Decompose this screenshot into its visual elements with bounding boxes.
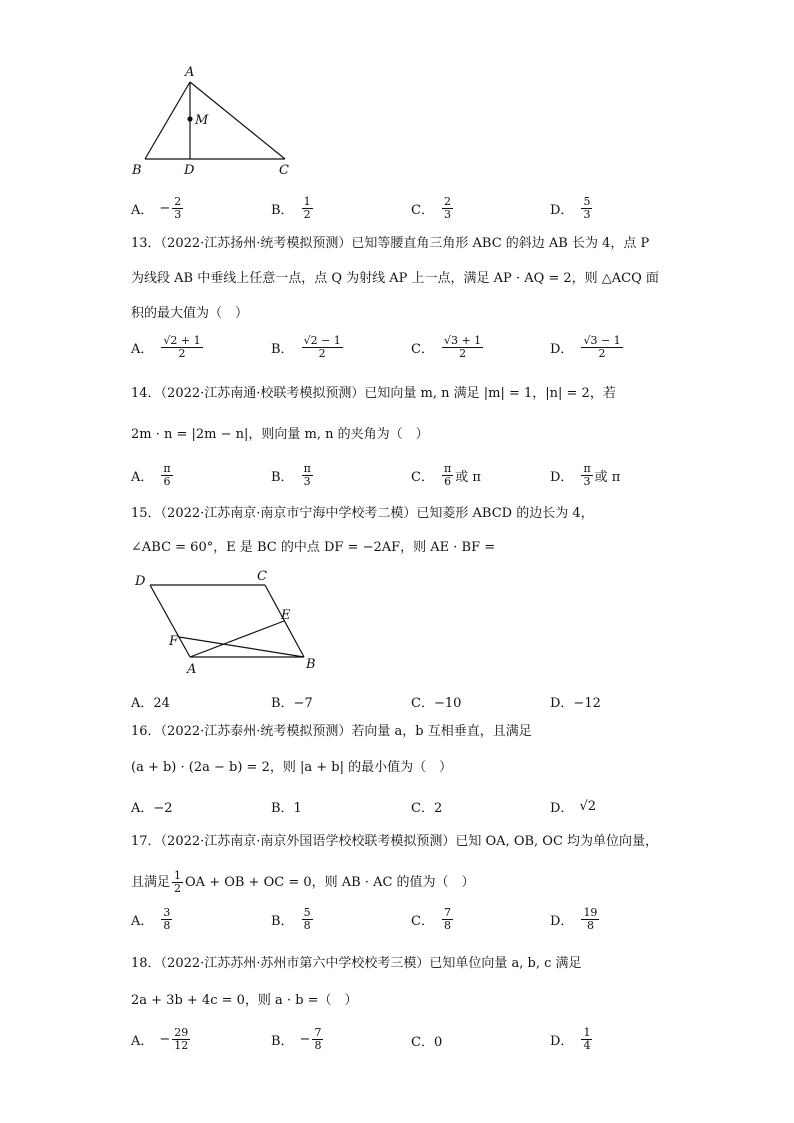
label-d: D — [135, 574, 146, 589]
q16-option-a[interactable]: A．−2 — [131, 801, 173, 816]
label-m: M — [195, 113, 209, 128]
label-b: B — [306, 657, 316, 672]
q12-option-c[interactable]: C． $\frac{2}{3}$ — [411, 195, 451, 221]
q13-option-d[interactable]: D． $\frac{√3 - 1}{2}$ — [550, 334, 621, 360]
q15-line-1: 15．（2022·江苏南京·南京市宁海中学校考二模）已知菱形 ABCD 的边长为 4， — [131, 506, 594, 521]
q15-line-2: ∠ABC = 60°，E 是 BC 的中点 DF = −2AF，则 AE · BF = — [131, 540, 496, 555]
q16-option-b[interactable]: B．1 — [271, 801, 302, 816]
q13-option-c[interactable]: C． $\frac{√3 + 1}{2}$ — [411, 334, 482, 360]
triangle-figure — [128, 62, 298, 180]
q14-option-b[interactable]: B． $\frac{\pi}{3}$ — [271, 462, 311, 488]
q17-option-d[interactable]: D． $\frac{19}{8}$ — [550, 906, 598, 932]
q13-line-2: 为线段 AB 中垂线上任意一点，点 Q 为射线 AP 上一点，满足 AP · AQ = 2，则 △ACQ 面 — [131, 271, 659, 286]
label-e: E — [281, 608, 291, 623]
q17-line-2: 且满足 $\frac{1}{2}$ OA + OB + OC = 0，则 AB · AC 的值为（ ） — [131, 869, 475, 895]
q14-option-c[interactable]: C． $\frac{\pi}{6}$ 或 π — [411, 462, 481, 488]
q17-option-b[interactable]: B． $\frac{5}{8}$ — [271, 906, 311, 932]
q14-option-d[interactable]: D． $\frac{\pi}{3}$ 或 π — [550, 462, 621, 488]
q12-option-d[interactable]: D． $\frac{5}{3}$ — [550, 195, 591, 221]
q15-option-c[interactable]: C．−10 — [411, 696, 462, 711]
q18-option-b[interactable]: B． − $\frac{7}{8}$ — [271, 1026, 322, 1052]
q12-option-a[interactable]: A． − $\frac{2}{3}$ — [131, 195, 182, 221]
q18-option-a[interactable]: A． − $\frac{29}{12}$ — [131, 1026, 189, 1052]
q13-line-3: 积的最大值为（ ） — [131, 306, 249, 321]
q13-option-a[interactable]: A． $\frac{√2 + 1}{2}$ — [131, 334, 201, 360]
label-d: D — [184, 163, 195, 178]
label-f: F — [169, 634, 179, 649]
q15-option-d[interactable]: D．−12 — [550, 696, 601, 711]
q17-option-a[interactable]: A． $\frac{3}{8}$ — [131, 906, 171, 932]
q18-line-1: 18．（2022·江苏苏州·苏州市第六中学校校考三模）已知单位向量 a, b, c 满足 — [131, 956, 582, 971]
q16-line-2: (a + b) · (2a − b) = 2，则 |a + b| 的最小值为（ ） — [131, 760, 453, 775]
q13-line-1: 13．（2022·江苏扬州·统考模拟预测）已知等腰直角三角形 ABC 的斜边 AB 长为 4，点 P — [131, 236, 650, 251]
q14-line-1: 14．（2022·江苏南通·校联考模拟预测）已知向量 m, n 满足 |m| = 1，|n| = 2，若 — [131, 386, 616, 401]
q16-option-d[interactable]: D． √2 — [550, 799, 596, 816]
q18-option-d[interactable]: D． $\frac{1}{4}$ — [550, 1026, 591, 1052]
q17-line-1: 17．（2022·江苏南京·南京外国语学校校联考模拟预测）已知 OA, OB, OC 均为单位向量， — [131, 834, 659, 849]
q12-option-b[interactable]: B． $\frac{1}{2}$ — [271, 195, 311, 221]
label-b: B — [132, 163, 142, 178]
q15-option-b[interactable]: B．−7 — [271, 696, 313, 711]
label-c: C — [257, 569, 267, 584]
q13-option-b[interactable]: B． $\frac{√2 - 1}{2}$ — [271, 334, 341, 360]
q18-line-2: 2a + 3b + 4c = 0，则 a · b =（ ） — [131, 993, 358, 1008]
rhombus-figure — [128, 566, 328, 678]
q17-option-c[interactable]: C． $\frac{7}{8}$ — [411, 906, 451, 932]
label-a: A — [187, 662, 197, 677]
label-a: A — [185, 65, 195, 80]
q16-option-c[interactable]: C．2 — [411, 801, 443, 816]
q16-line-1: 16．（2022·江苏泰州·统考模拟预测）若向量 a，b 互相垂直，且满足 — [131, 724, 532, 739]
label-c: C — [279, 163, 289, 178]
q15-option-a[interactable]: A．24 — [131, 696, 170, 711]
q14-line-2: 2m · n = |2m − n|，则向量 m, n 的夹角为（ ） — [131, 427, 429, 442]
q18-option-c[interactable]: C．0 — [411, 1035, 443, 1050]
q14-option-a[interactable]: A． $\frac{\pi}{6}$ — [131, 462, 171, 488]
